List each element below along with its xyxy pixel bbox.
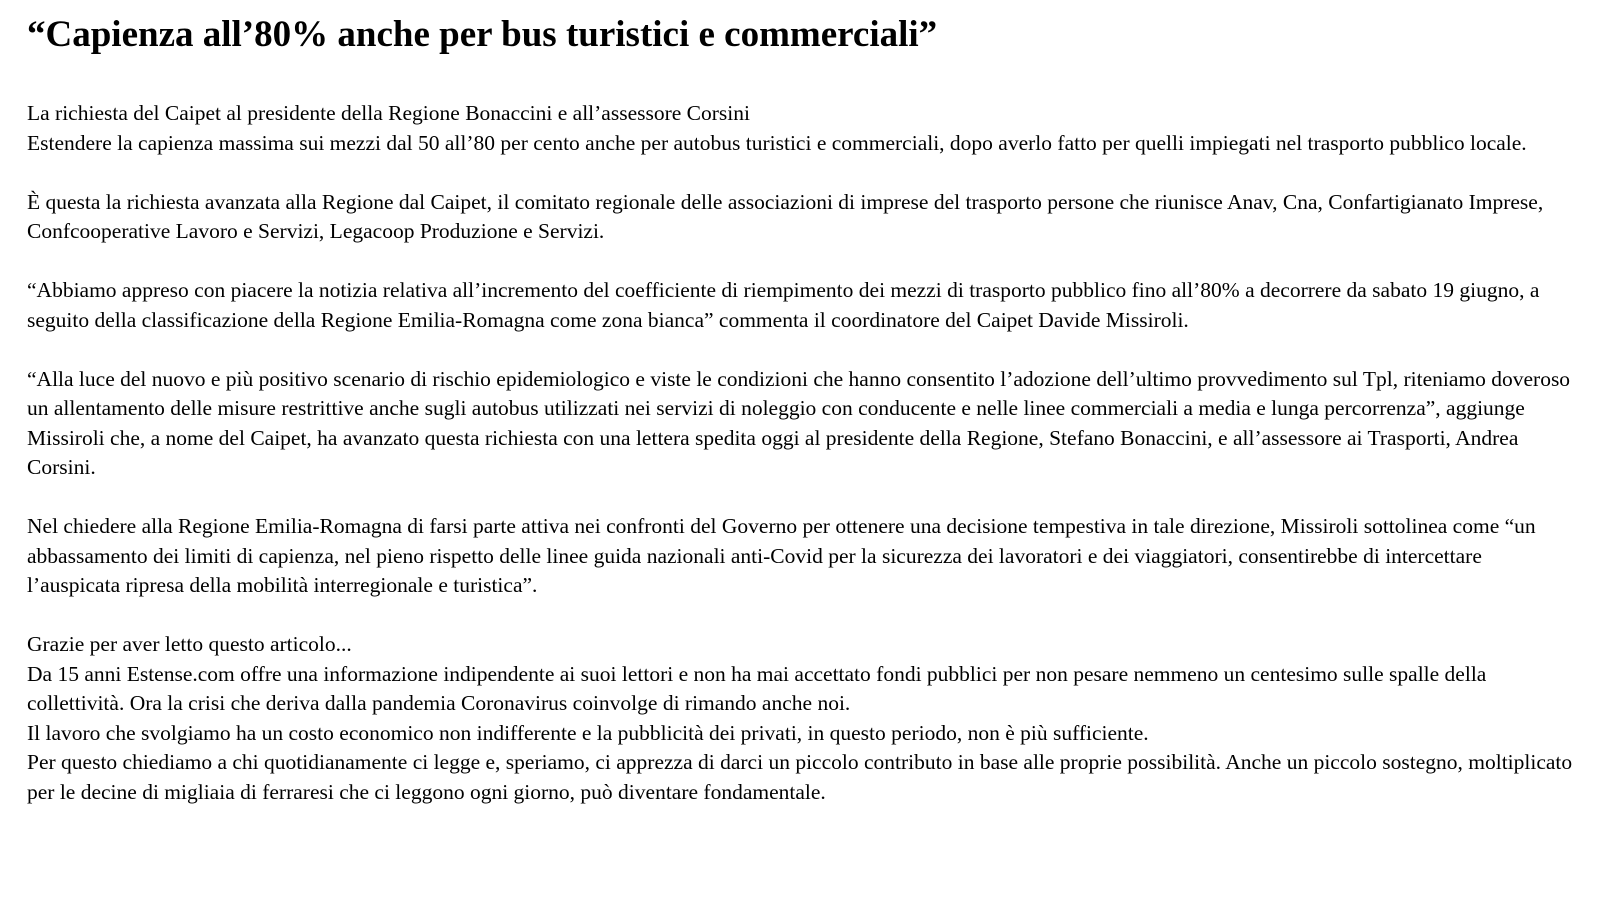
support-appeal-line-2: Il lavoro che svolgiamo ha un costo economico non indifferente e la pubblicità dei privati, in questo periodo, non è più sufficiente.: [27, 720, 1149, 745]
article-paragraph-1: [27, 99, 1580, 158]
article-title: “Capienza all’80% anche per bus turistici e commerciali”: [27, 14, 938, 55]
support-appeal: [27, 630, 1580, 807]
support-appeal-line-1: Da 15 anni Estense.com offre una informazione indipendente ai suoi lettori e non ha mai accettato fondi pubblici per non pesare nemmeno un centesimo sulle spalle della collettività. Ora la crisi che deriva dalla pandemia Coronavirus coinvolge di rimando anche noi.: [27, 661, 1487, 715]
article-lead: La richiesta del Caipet al presidente della Regione Bonaccini e all’assessore Corsini: [27, 101, 750, 125]
article-paragraph-3: “Abbiamo appreso con piacere la notizia relativa all’incremento del coefficiente di riempimento dei mezzi di trasporto pubblico fino all’80% a decorrere da sabato 19 giugno, a seguito della classificazione della Regione Emilia-Romagna come zona bianca” commenta il coordinatore del Caipet Davide Missiroli.: [27, 278, 1540, 332]
article-paragraph-2: È questa la richiesta avanzata alla Regione dal Caipet, il comitato regionale delle associazioni di imprese del trasporto persone che riunisce Anav, Cna, Confartigianato Imprese, Confcooperative Lavoro e Servizi, Legacoop Produzione e Servizi.: [27, 189, 1544, 243]
support-appeal-thanks: Grazie per aver letto questo articolo...: [27, 632, 352, 656]
article-paragraph-5: Nel chiedere alla Regione Emilia-Romagna di farsi parte attiva nei confronti del Governo per ottenere una decisione tempestiva in tale direzione, Missiroli sottolinea come “un abbassamento dei limiti di capienza, nel pieno rispetto delle linee guida nazionali anti-Covid per la sicurezza dei lavoratori e dei viaggiatori, consentirebbe di intercettare l’auspicata ripresa della mobilità interregionale e turistica”.: [27, 514, 1536, 597]
support-appeal-line-3: Per questo chiediamo a chi quotidianamente ci legge e, speriamo, ci apprezza di darci un piccolo contributo in base alle proprie possibilità. Anche un piccolo sostegno, moltiplicato per le decine di migliaia di ferraresi che ci leggono ogni giorno, può diventare fondamentale.: [27, 750, 1573, 804]
article-body: [27, 99, 1580, 807]
article-paragraph-4: “Alla luce del nuovo e più positivo scenario di rischio epidemiologico e viste le condizioni che hanno consentito l’adozione dell’ultimo provvedimento sul Tpl, riteniamo doveroso un allentamento delle misure restrittive anche sugli autobus utilizzati nei servizi di noleggio con conducente e nelle linee commerciali a media e lunga percorrenza”, aggiunge Missiroli che, a nome del Caipet, ha avanzato questa richiesta con una lettera spedita oggi al presidente della Regione, Stefano Bonaccini, e all’assessore ai Trasporti, Andrea Corsini.: [27, 366, 1571, 479]
article-paragraph-1-text: Estendere la capienza massima sui mezzi dal 50 all’80 per cento anche per autobus turistici e commerciali, dopo averlo fatto per quelli impiegati nel trasporto pubblico locale.: [27, 130, 1527, 155]
